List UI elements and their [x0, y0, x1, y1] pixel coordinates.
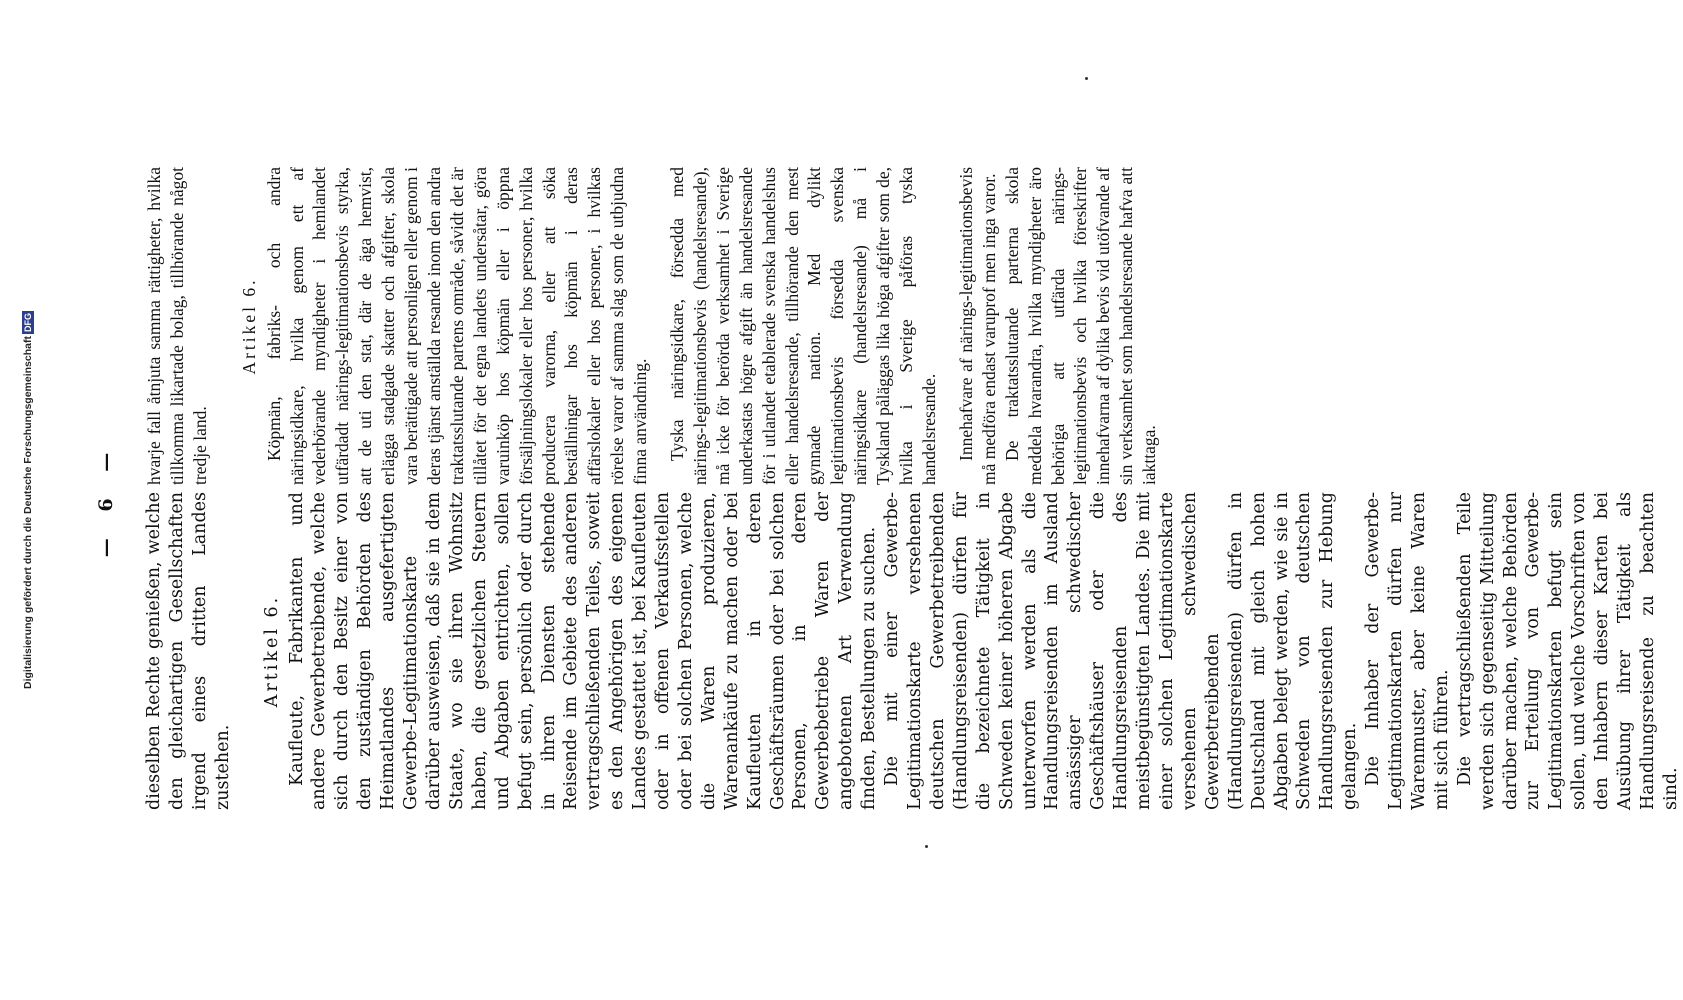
swedish-paragraph-1: Köpmän, fabriks- och andra näringsidkare, hvilka genom ett af vederbörande myndigheter i hemlandet utfärdadt närings-legitimationsbevis styrka, att de uti den stat, där de äga hemvist, erlägga stadgade skatter och afgifter, skola vara berättigade att personligen eller genom i deras tjänst anställda resande inom den andra traktatsslutande partens område, såvidt det är tillåtet för det egna landets undersåtar, göra varuinköp hos köpmän eller i öppna försäljningslokaler eller hos personer, hvilka producera varorna, eller att söka beställningar hos köpmän i deras affärslokaler eller hos personer, i hvilkas rörelse varor af samma slag som de utbjudna finna användning. [263, 167, 651, 485]
german-paragraph-4: Die vertragschließenden Teile werden sich gegenseitig Mitteilung darüber machen, welche Behörden zur Erteilung von Gewerbe-Legitimationskarten befugt sein sollen, und welche Vorschriften von den Inhabern dieser Karten bei Ausübung ihrer Tätigkeit als Handlungsreisende zu beachten sind. [1454, 492, 1681, 810]
german-paragraph-2: Die mit einer Gewerbe-Legitimationskarte versehenen deutschen Gewerbetreibenden (Handlungsreisenden) dürfen für die bezeichnete Tätigkeit in Schweden keiner höheren Abgabe unterworfen werden als die Handlungsreisenden im Ausland ansässiger schwedischer Geschäftshäuser oder die Handlungsreisenden des meistbegünstigten Landes. Die mit einer solchen Legitimationskarte versehenen schwedischen Gewerbetreibenden (Handlungsreisenden) dürfen in Deutschland mit gleich hohen Abgaben belegt werden, wie sie in Schweden von deutschen Handlungsreisenden zur Hebung gelangen. [882, 492, 1361, 810]
swedish-article-heading: Artikel 6. [238, 277, 259, 375]
german-paragraph-3: Die Inhaber der Gewerbe-Legitimationskarten dürfen nur Warenmuster, aber keine Waren mit sich führen. [1363, 492, 1452, 810]
german-column [143, 492, 1683, 810]
digitization-text: Digitalisierung gefördert durch die Deutsche Forschungsgemeinschaft [22, 336, 34, 689]
swedish-continuation: hvarje fall åtnjuta samma rättigheter, hvilka tillkomma likartade bolag, tillhörande något tredje land. [144, 167, 210, 485]
print-speck [925, 845, 928, 848]
swedish-paragraph-3: Innehafvare af närings-legitimationsbevis må medföra endast varuprof men inga varor. [955, 167, 999, 485]
print-speck [1085, 77, 1088, 80]
german-paragraph-1: Kaufleute, Fabrikanten und andere Gewerbetreibende, welche sich durch den Besitz einer von den zuständigen Behörden des Heimatlandes ausgefertigten Gewerbe-Legitimationskarte darüber ausweisen, daß sie in dem Staate, wo sie ihren Wohnsitz haben, die gesetzlichen Steuern und Abgaben entrichten, sollen befugt sein, persönlich oder durch in ihren Diensten stehende Reisende im Gebiete des anderen vertragschließenden Teiles, soweit es den Angehörigen des eigenen Landes gestattet ist, bei Kaufleuten oder in offenen Verkaufsstellen oder bei solchen Personen, welche die Waren produzieren, Warenankäufe zu machen oder bei Kaufleuten in deren Geschäftsräumen oder bei solchen Personen, in deren Gewerbebetriebe Waren der angebotenen Art Verwendung finden, Bestellungen zu suchen. [286, 492, 880, 810]
german-continuation: dieselben Rechte genießen, welche den gleichartigen Gesellschaften irgend eines dritten Landes zustehen. [144, 492, 233, 810]
page-number-value: 6 [95, 488, 117, 512]
digitization-note [22, 0, 34, 1000]
german-article-heading: Artikel 6. [261, 594, 282, 708]
page-number: — 6 — [95, 442, 117, 558]
dfg-logo: DFG [23, 313, 33, 333]
swedish-paragraph-2: Tyska näringsidkare, försedda med närings-legitimationsbevis (handelsresande), må icke för berörda verksamhet i Sverige underkastas högre afgift än handelsresande för i utlandet etablerade svenska handelshus eller handelsresande, tillhörande den mest gynnade nation. Med dylikt legitimationsbevis försedda svenska näringsidkare (handelsresande) må i Tyskland påläggas lika höga afgifter som de, hvilka i Sverige påföras tyska handelsresande. [667, 167, 939, 485]
swedish-column [143, 167, 1161, 485]
swedish-paragraph-4: De traktatsslutande parterna skola meddela hvarandra, hvilka myndigheter äro behöriga att utfärda närings-legitimationsbevis och hvilka föreskrifter innehafvarna af dylika bevis vid utöfvande af sin verksamhet som handelsresande hafva att iakttaga. [1001, 167, 1160, 485]
